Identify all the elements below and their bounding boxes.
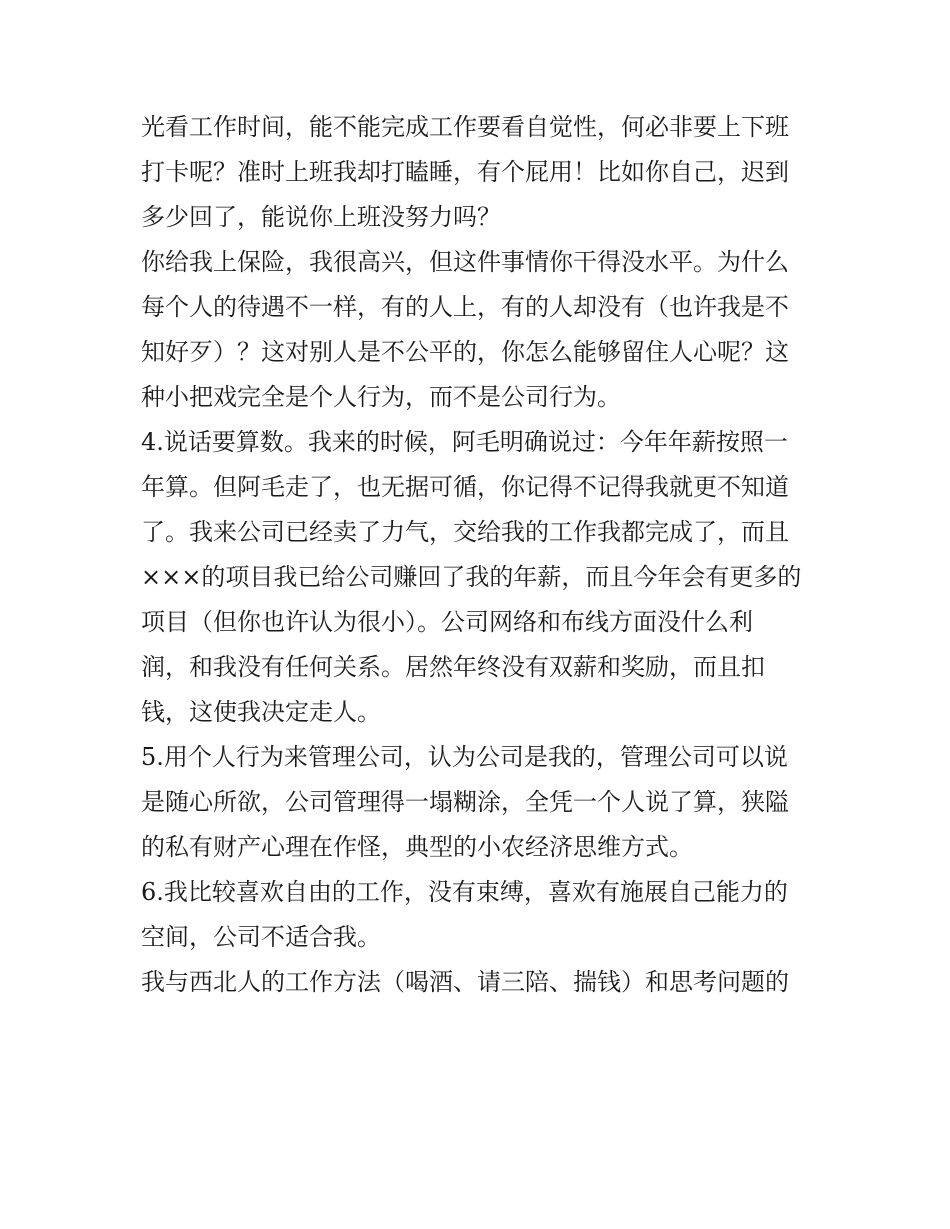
text-line: 每个人的待遇不一样，有的人上，有的人却没有（也许我是不: [141, 293, 789, 321]
text-line: 项目（但你也许认为很小）。公司网络和布线方面没什么利: [141, 608, 753, 636]
text-line: 钱，这使我决定走人。: [141, 698, 381, 726]
text-line: 知好歹）？这对别人是不公平的，你怎么能够留住人心呢？这: [141, 338, 789, 366]
text-line: 润，和我没有任何关系。居然年终没有双薪和奖励，而且扣: [141, 653, 765, 681]
text-line: 4.说话要算数。我来的时候，阿毛明确说过：今年年薪按照一: [141, 428, 788, 456]
text-line: 6.我比较喜欢自由的工作，没有束缚，喜欢有施展自己能力的: [141, 878, 788, 906]
text-line: 我与西北人的工作方法（喝酒、请三陪、揣钱）和思考问题的: [141, 968, 789, 996]
text-line: 年算。但阿毛走了，也无据可循，你记得不记得我就更不知道: [141, 473, 789, 501]
text-line: 了。我来公司已经卖了力气，交给我的工作我都完成了，而且: [141, 518, 789, 546]
text-line: 的私有财产心理在作怪，典型的小农经济思维方式。: [141, 833, 693, 861]
text-line: 光看工作时间，能不能完成工作要看自觉性，何必非要上下班: [141, 113, 789, 141]
paragraph-point-6: [141, 870, 816, 960]
text-line: 是随心所欲，公司管理得一塌糊涂，全凭一个人说了算，狭隘: [141, 788, 789, 816]
body-text: [141, 105, 816, 1005]
text-line: 打卡呢？准时上班我却打瞌睡，有个屁用！比如你自己，迟到: [141, 158, 789, 186]
paragraph-insurance: [141, 240, 816, 420]
text-line: 多少回了，能说你上班没努力吗？: [141, 203, 501, 231]
paragraph-work-time: [141, 105, 816, 240]
text-line: 5.用个人行为来管理公司，认为公司是我的，管理公司可以说: [141, 743, 788, 771]
paragraph-point-4: [141, 420, 816, 735]
paragraph-point-5: [141, 735, 816, 870]
text-line: 种小把戏完全是个人行为，而不是公司行为。: [141, 383, 621, 411]
paragraph-northwest: [141, 960, 816, 1005]
text-line: ×××的项目我已给公司赚回了我的年薪，而且今年会有更多的: [141, 563, 802, 591]
text-line: 你给我上保险，我很高兴，但这件事情你干得没水平。为什么: [141, 248, 789, 276]
text-line: 空间，公司不适合我。: [141, 923, 381, 951]
